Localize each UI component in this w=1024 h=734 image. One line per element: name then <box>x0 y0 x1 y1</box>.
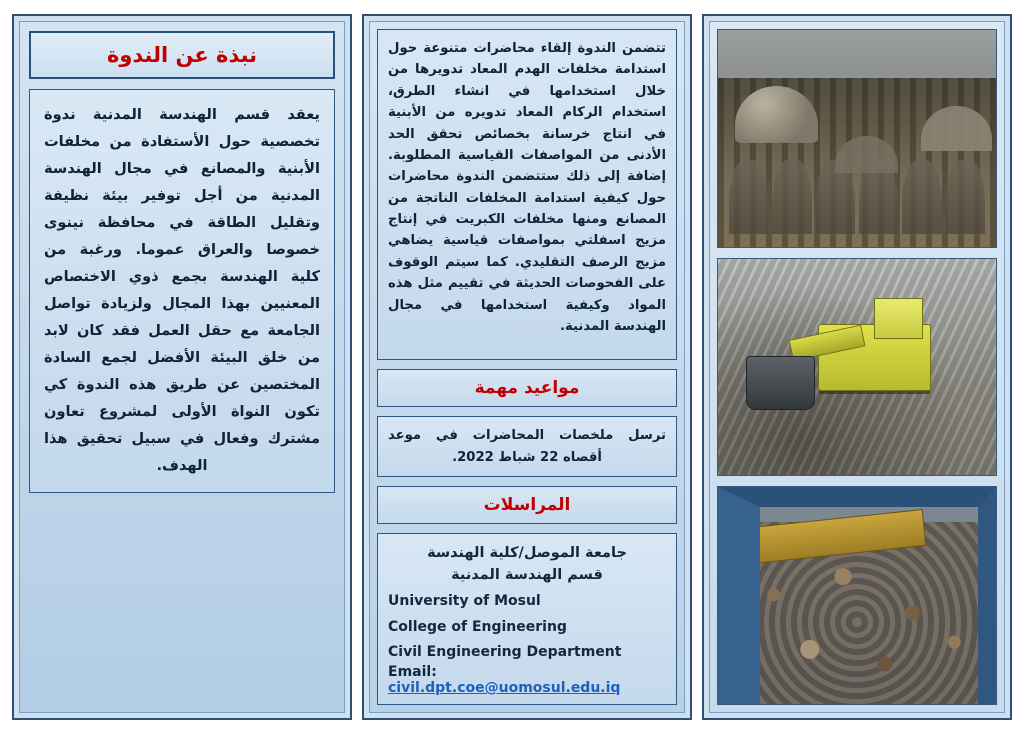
correspondence-details-box <box>377 533 677 705</box>
college-line-english: College of Engineering <box>388 618 567 635</box>
about-seminar-panel <box>12 14 352 720</box>
important-dates-text: ترسل ملخصات المحاضرات في موعد أقصاه 22 شباط 2022. <box>388 428 666 465</box>
about-seminar-body-text: يعقد قسم الهندسة المدنية ندوة تخصصية حول الأستفادة من مخلفات الأبنية والمصانع في مجال الهندسة المدنية من أجل توفير بيئة نظيفة وتقليل الطاقة في محافظة نينوى خصوصا والعراق عموما. ورغبة من كلية الهندسة بجمع ذوي الاختصاص المعنيين بهذا المجال ولزيادة تواصل الجامعة مع حقل العمل فقد كان لابد من خلق البيئة الأفضل لجمع السادة المختصين عن طريق هذه الندوة كي تكون النواة الأولى لمشروع تعاون مشترك وفعال في سبيل تحقيق هذا الهدف. <box>44 106 320 474</box>
about-seminar-body-box <box>29 89 335 493</box>
university-line-english: University of Mosul <box>388 592 541 609</box>
department-line-arabic: قسم الهندسة المدنية <box>451 567 603 584</box>
aggregate-container-rim <box>718 487 996 704</box>
about-seminar-heading: نبذة عن الندوة <box>106 43 258 67</box>
seminar-overview-box <box>377 29 677 360</box>
images-panel <box>702 14 1012 720</box>
important-dates-heading-box <box>377 369 677 407</box>
important-dates-heading: مواعيد مهمة <box>474 378 580 399</box>
middle-panel-inner <box>369 21 685 713</box>
ruins-arcade-decoration <box>729 160 985 234</box>
about-seminar-panel-inner <box>19 21 345 713</box>
department-line-english: Civil Engineering Department <box>388 644 622 661</box>
correspondence-heading: المراسلات <box>483 495 571 515</box>
excavator-bucket-shape <box>746 356 815 410</box>
images-panel-inner <box>709 21 1005 713</box>
excavator-cab-shape <box>874 298 923 339</box>
email-link[interactable]: civil.dpt.coe@uomosul.edu.iq <box>388 680 621 696</box>
seminar-overview-text: تتضمن الندوة إلقاء محاضرات متنوعة حول استدامة مخلفات الهدم المعاد تدويرها من خلال استخدامها في انشاء الطرق، استخدام الركام المعاد تدويره من الأبنية في انتاج خرسانة بخصائص تحقق الحد الأدنى من المواصفات القياسية المطلوبة. إضافة إلى ذلك ستتضمن الندوة محاضرات حول كيفية استدامة المخلفات الناتجة من المصانع ومنها مخلفات الكبريت في إنتاج مزيج اسفلتي بمواصفات قياسية يضاهي مزيج الرصف التقليدي. كما سيتم الوقوف على الفحوصات الحديثة في تقييم مثل هذه المواد وكيفية استخدامها في مجال الهندسة المدنية. <box>388 41 666 334</box>
ruined-old-city-photo <box>717 29 997 248</box>
about-seminar-title-box <box>29 31 335 79</box>
middle-panel <box>362 14 692 720</box>
university-college-line: جامعة الموصل/كلية الهندسة <box>427 545 627 561</box>
important-dates-body-box <box>377 416 677 477</box>
email-row <box>388 664 666 696</box>
excavator-rubble-photo <box>717 258 997 477</box>
correspondence-heading-box <box>377 486 677 524</box>
recycled-aggregate-photo <box>717 486 997 705</box>
email-label: Email: <box>388 664 437 680</box>
